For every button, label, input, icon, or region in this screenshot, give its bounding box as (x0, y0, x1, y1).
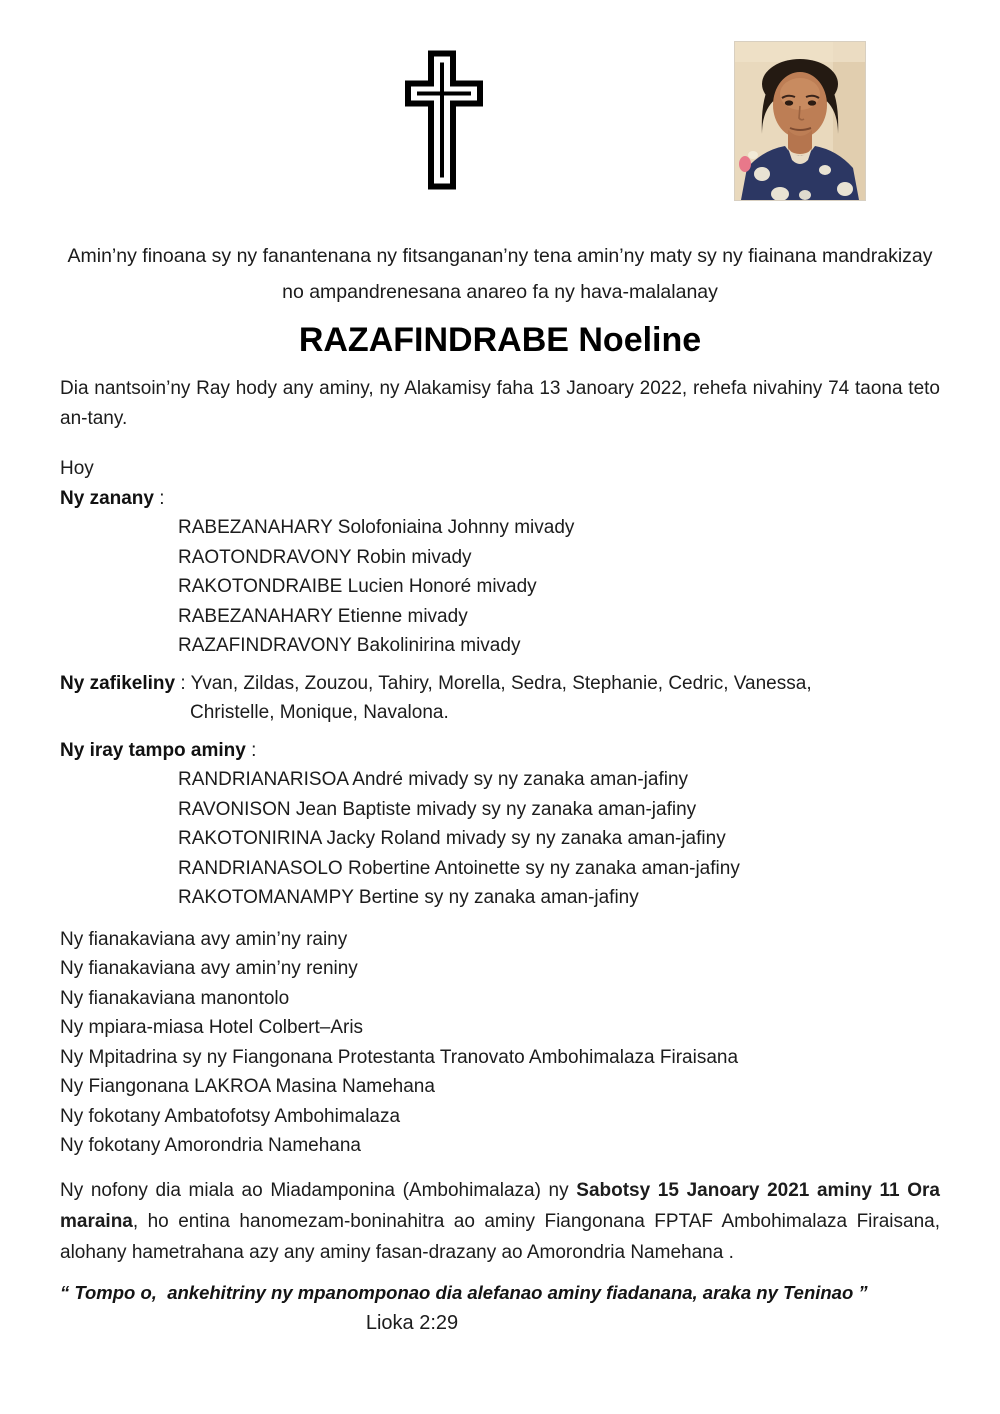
sibling-list-item: RAKOTONIRINA Jacky Roland mivady sy ny zanaka aman-jafiny (178, 828, 726, 849)
sibling-list-item: RANDRIANARISOA André mivady sy ny zanaka aman-jafiny (178, 769, 689, 790)
grandchildren-names-line2: Christelle, Monique, Navalona. (190, 702, 449, 723)
sibling-list-item: RAKOTOMANAMPY Bertine sy ny zanaka aman-jafiny (178, 887, 639, 908)
child-list-item: RAKOTONDRAIBE Lucien Honoré mivady (178, 576, 537, 597)
family-group-item: Ny fokotany Ambatofotsy Ambohimalaza (60, 1105, 401, 1127)
grandchildren-section-colon: : (175, 672, 191, 694)
funeral-text-part2: , ho entina hanomezam-boninahitra ao aminy Fiangonana FPTAF Ambohimalaza Firaisana, alohany hametrahana azy any aminy fasan-drazany ao Amorondria Namehana . (60, 1210, 940, 1263)
child-list-item: RABEZANAHARY Solofoniaina Johnny mivady (178, 517, 575, 538)
sibling-list-item: RANDRIANASOLO Robertine Antoinette sy ny zanaka aman-jafiny (178, 857, 740, 879)
child-list-item: RAOTONDRAVONY Robin mivady (178, 546, 472, 568)
siblings-section-colon: : (245, 739, 257, 761)
family-group-item: Ny fianakaviana avy amin’ny reniny (60, 958, 358, 979)
family-groups-list (60, 925, 940, 1161)
faith-intro-text: Amin’ny finoana sy ny fanantenana ny fitsanganan’ny tena amin’ny maty sy ny fiainana mandrakizay no ampandrenesana anareo fa ny hava-malalanay (67, 245, 933, 303)
funeral-announcement (60, 1175, 940, 1268)
family-group-item: Ny fianakaviana avy amin’ny rainy (60, 928, 348, 950)
sibling-list-item: RAVONISON Jean Baptiste mivady sy ny zanaka aman-jafiny (178, 798, 697, 820)
child-list-item: RABEZANAHARY Etienne mivady (178, 605, 468, 627)
children-list (60, 513, 940, 661)
family-group-item: Ny mpiara-miasa Hotel Colbert–Aris (60, 1017, 364, 1038)
hoy-block (60, 454, 940, 513)
funeral-date-time-bold: Sabotsy 15 Janoary 2021 aminy 11 Ora maraina (60, 1179, 940, 1232)
death-notice: Dia nantsoin’ny Ray hody any aminy, ny Alakamisy faha 13 Janoary 2022, rehefa nivahiny 74 taona teto an-tany. (60, 378, 940, 429)
children-section-heading (60, 484, 940, 514)
document-body (0, 238, 1000, 1338)
family-group-item: Ny fianakaviana manontolo (60, 987, 290, 1009)
siblings-list (60, 765, 940, 913)
scripture-reference: Lioka 2:29 (365, 1311, 459, 1334)
family-group-item: Ny fokotany Amorondria Namehana (60, 1135, 361, 1156)
children-section-colon: : (153, 487, 165, 509)
memorial-cross-icon (405, 50, 483, 190)
page-header (0, 0, 1000, 238)
scripture-quote: “ Tompo o, ankehitriny ny mpanomponao dia alefanao aminy fiadanana, araka ny Teninao ” (60, 1281, 868, 1303)
family-group-item: Ny Mpitadrina sy ny Fiangonana Protestanta Tranovato Ambohimalaza Firaisana (60, 1046, 739, 1068)
grandchildren-section-label: Ny zafikeliny (60, 672, 176, 694)
deceased-name: RAZAFINDRABE Noeline (298, 321, 702, 359)
hoy-label: Hoy (60, 458, 94, 479)
siblings-section-label: Ny iray tampo aminy (60, 739, 246, 761)
grandchildren-paragraph (60, 669, 940, 728)
children-section-label: Ny zanany (60, 487, 154, 509)
portrait-photo (735, 42, 865, 200)
siblings-section-heading (60, 736, 940, 766)
grandchildren-names-line1: Yvan, Zildas, Zouzou, Tahiry, Morella, Sedra, Stephanie, Cedric, Vanessa, (190, 672, 812, 694)
family-group-item: Ny Fiangonana LAKROA Masina Namehana (60, 1076, 435, 1097)
child-list-item: RAZAFINDRAVONY Bakolinirina mivady (178, 635, 521, 656)
funeral-text-part1: Ny nofony dia miala ao Miadamponina (Ambohimalaza) ny (60, 1179, 577, 1201)
